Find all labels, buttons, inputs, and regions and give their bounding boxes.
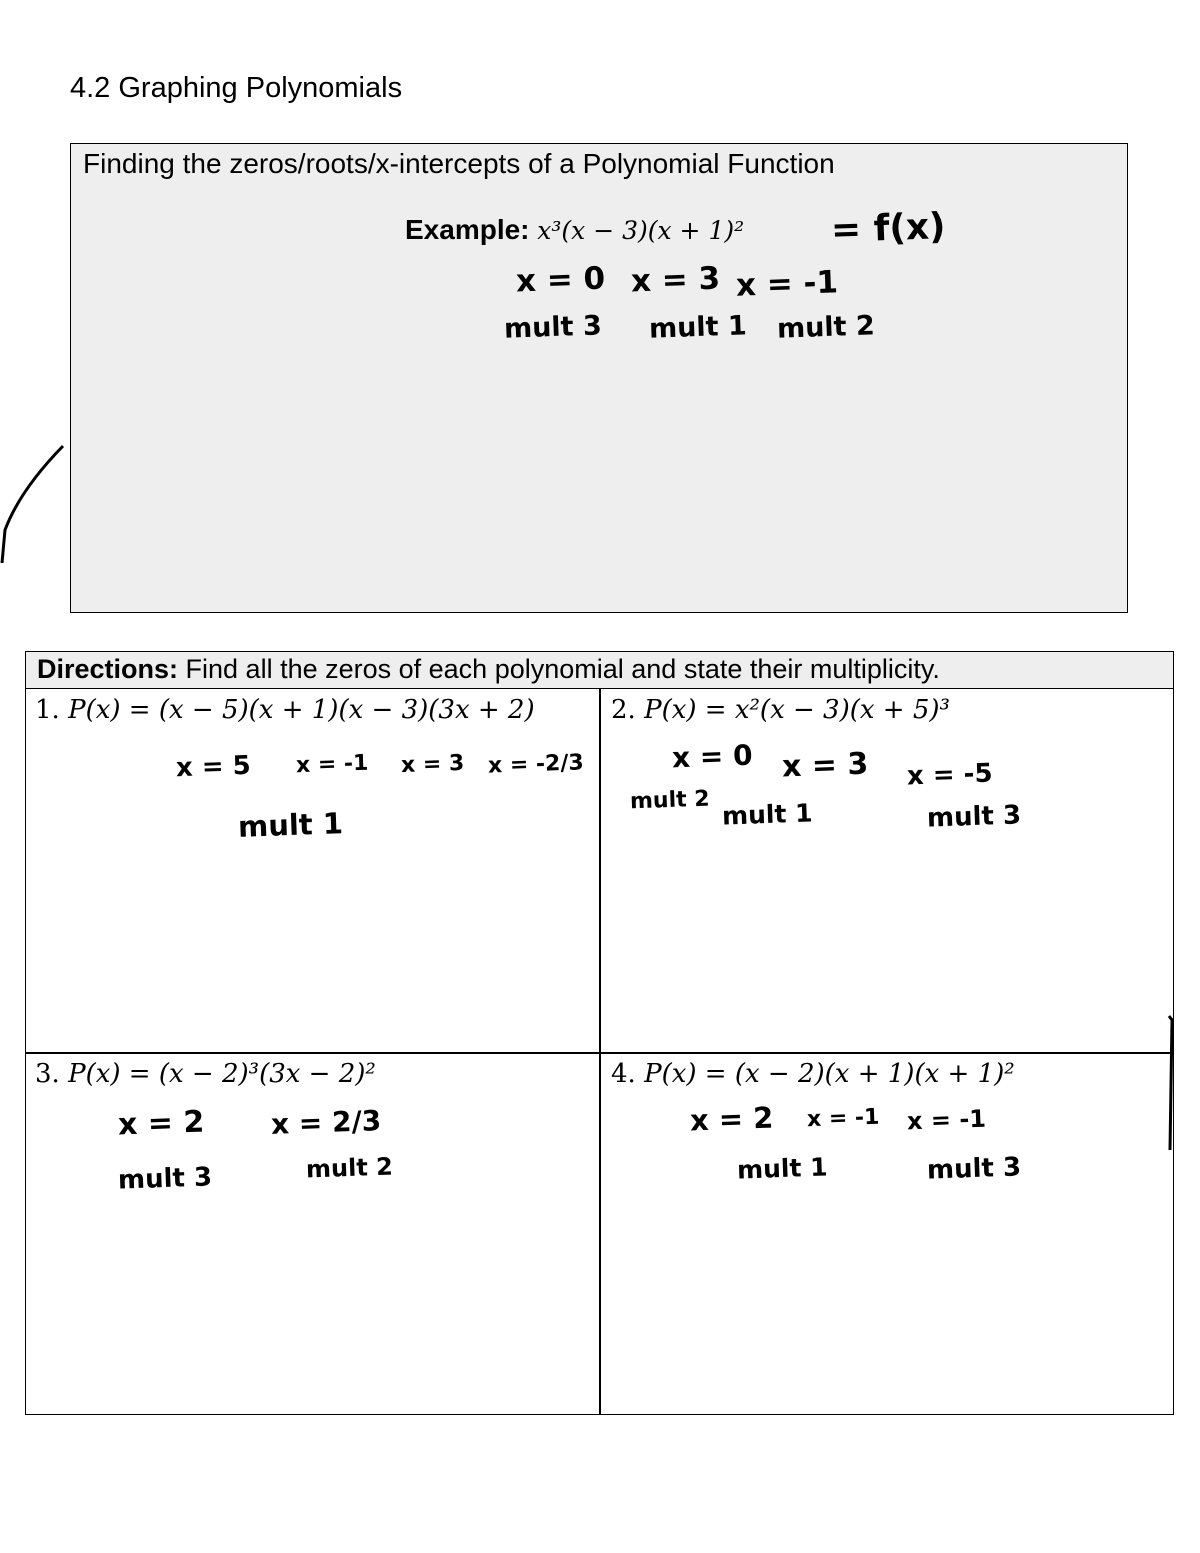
example-line xyxy=(405,214,744,246)
problem-3-zero-1: x = 2 xyxy=(117,1104,205,1143)
problem-cell-3 xyxy=(26,1054,596,1414)
problem-1-number: 1. xyxy=(35,695,60,725)
directions-text: Find all the zeros of each polynomial and state their multiplicity. xyxy=(178,654,940,684)
problem-cell-4 xyxy=(602,1054,1172,1414)
problem-2-mult-1: mult 2 xyxy=(629,786,711,815)
problem-4-zero-3: x = -1 xyxy=(906,1104,987,1136)
example-zero-3: x = -1 xyxy=(735,264,839,304)
problem-3-mult-1: mult 3 xyxy=(117,1162,213,1196)
problem-1-zero-3: x = 3 xyxy=(400,750,465,779)
problem-4-mult-2: mult 3 xyxy=(926,1152,1022,1186)
problem-2-zero-3: x = -5 xyxy=(906,758,994,792)
problem-cell-1 xyxy=(26,690,596,1050)
example-mult-3: mult 2 xyxy=(776,310,876,345)
problem-1-zero-4: x = -2/3 xyxy=(487,750,585,779)
example-heading: Finding the zeros/roots/x-intercepts of a Polynomial Function xyxy=(83,148,835,179)
problem-2-zero-2: x = 3 xyxy=(781,746,869,785)
directions-row xyxy=(26,652,1173,689)
problem-1-zero-1: x = 5 xyxy=(175,750,252,784)
problem-2-mult-2: mult 1 xyxy=(721,798,813,831)
problem-2-number: 2. xyxy=(611,695,636,725)
example-label: Example: xyxy=(405,214,530,245)
problem-4-expression xyxy=(611,1059,1015,1089)
problem-2-expression xyxy=(611,695,950,725)
problem-4-formula: P(x) = (x − 2)(x + 1)(x + 1)² xyxy=(644,1059,1015,1089)
page-title: 4.2 Graphing Polynomials xyxy=(70,72,403,104)
problem-4-number: 4. xyxy=(611,1059,636,1089)
problem-2-mult-3: mult 3 xyxy=(926,800,1022,834)
example-mult-2: mult 1 xyxy=(648,310,748,345)
problem-1-mult-1: mult 1 xyxy=(237,806,344,844)
example-zero-1: x = 0 xyxy=(515,260,606,300)
problem-3-formula: P(x) = (x − 2)³(3x − 2)² xyxy=(68,1059,376,1089)
example-expression: x³(x − 3)(x + 1)² xyxy=(537,216,745,245)
example-handwritten-eq: = f(x) xyxy=(830,206,947,251)
problem-4-mult-1: mult 1 xyxy=(736,1152,828,1185)
problem-3-number: 3. xyxy=(35,1059,60,1089)
problem-2-zero-1: x = 0 xyxy=(671,738,754,775)
directions-label: Directions: xyxy=(37,654,179,684)
example-zero-2: x = 3 xyxy=(630,260,721,300)
problem-1-expression xyxy=(35,695,535,725)
problem-3-zero-2: x = 2/3 xyxy=(270,1104,382,1141)
problems-grid xyxy=(25,651,1174,1415)
problem-1-formula: P(x) = (x − 5)(x + 1)(x − 3)(3x + 2) xyxy=(68,695,535,725)
problem-cell-2 xyxy=(602,690,1172,1050)
example-mult-1: mult 3 xyxy=(503,310,603,345)
problem-2-formula: P(x) = x²(x − 3)(x + 5)³ xyxy=(644,695,950,725)
problem-4-zero-1: x = 2 xyxy=(689,1100,774,1138)
example-box xyxy=(70,143,1128,613)
problem-1-zero-2: x = -1 xyxy=(295,750,369,779)
problem-3-mult-2: mult 2 xyxy=(305,1152,394,1184)
problem-3-expression xyxy=(35,1059,376,1089)
problem-4-zero-2: x = -1 xyxy=(806,1104,880,1133)
